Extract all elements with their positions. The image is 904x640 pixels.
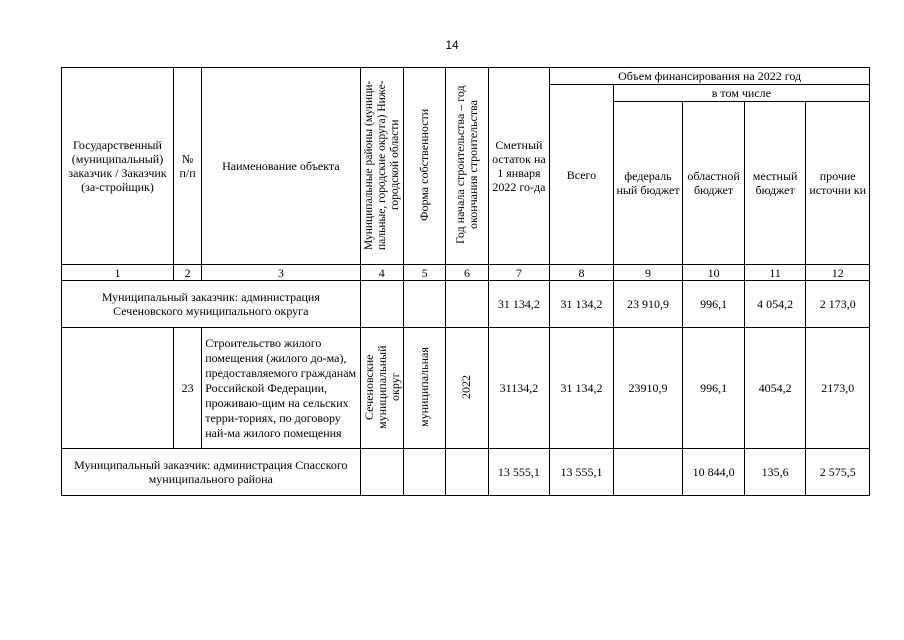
total-cell: 31 134,2 [550, 328, 614, 449]
header-other: прочие источни ки [806, 102, 870, 265]
local-cell: 4 054,2 [744, 281, 806, 328]
other-cell: 2173,0 [806, 328, 870, 449]
header-districts: Муниципальные районы (муници-пальные, городские округа) Ниже-городской области [362, 79, 401, 250]
estimated-balance-cell: 31 134,2 [488, 281, 550, 328]
header-number: № п/п [173, 68, 201, 265]
financing-table [61, 67, 870, 496]
local-cell: 4054,2 [744, 328, 806, 449]
other-cell: 2 173,0 [806, 281, 870, 328]
column-number: 8 [550, 265, 614, 281]
local-cell: 135,6 [744, 449, 806, 496]
total-cell: 13 555,1 [550, 449, 614, 496]
federal-cell: 23 910,9 [613, 281, 683, 328]
regional-cell: 10 844,0 [683, 449, 745, 496]
header-object-name: Наименование объекта [202, 68, 360, 265]
estimated-balance-cell: 13 555,1 [488, 449, 550, 496]
header-funding-volume: Объем финансирования на 2022 год [550, 68, 870, 85]
column-number: 12 [806, 265, 870, 281]
header-years: Год начала строительства – год окончания строительства [452, 85, 480, 244]
regional-cell: 996,1 [683, 281, 745, 328]
total-cell: 31 134,2 [550, 281, 614, 328]
column-number: 6 [446, 265, 488, 281]
page-number: 14 [445, 38, 459, 52]
table-row [62, 449, 870, 496]
column-number: 7 [488, 265, 550, 281]
header-ownership: Форма собственности [417, 108, 432, 221]
column-number: 2 [173, 265, 201, 281]
other-cell: 2 575,5 [806, 449, 870, 496]
header-customer: Государственный (муниципальный) заказчик / Заказчик (за-стройщик) [62, 68, 174, 265]
estimated-balance-cell: 31134,2 [488, 328, 550, 449]
column-number: 3 [202, 265, 360, 281]
column-number: 9 [613, 265, 683, 281]
column-number: 4 [360, 265, 403, 281]
customer-cell: Муниципальный заказчик: администрация Сеченовского муниципального округа [62, 281, 361, 328]
header-local: местный бюджет [744, 102, 806, 265]
column-number: 1 [62, 265, 174, 281]
object-name-cell: Строительство жилого помещения (жилого до-ма), предоставляемого гражданам Российской Федерации, проживаю-щим на сельских терри-ториях, по договору най-ма жилого помещения [202, 328, 360, 449]
table-row [62, 281, 870, 328]
header-total: Всего [550, 85, 614, 265]
district-cell: Сеченовские муниципальный округ [361, 344, 402, 429]
regional-cell: 996,1 [683, 328, 745, 449]
header-federal: федераль ный бюджет [613, 102, 683, 265]
table-row [62, 328, 870, 449]
federal-cell: 23910,9 [613, 328, 683, 449]
header-including: в том числе [613, 85, 869, 102]
number-cell: 23 [173, 328, 201, 449]
header-regional: областной бюджет [683, 102, 745, 265]
ownership-cell: муниципальная [417, 346, 432, 427]
column-number: 10 [683, 265, 745, 281]
header-estimated-balance: Сметный остаток на 1 января 2022 го-да [488, 68, 550, 265]
column-number-row [62, 265, 870, 281]
years-cell: 2022 [459, 374, 474, 399]
customer-cell: Муниципальный заказчик: администрация Спасского муниципального района [62, 449, 361, 496]
column-number: 11 [744, 265, 806, 281]
column-number: 5 [403, 265, 445, 281]
federal-cell [613, 449, 683, 496]
